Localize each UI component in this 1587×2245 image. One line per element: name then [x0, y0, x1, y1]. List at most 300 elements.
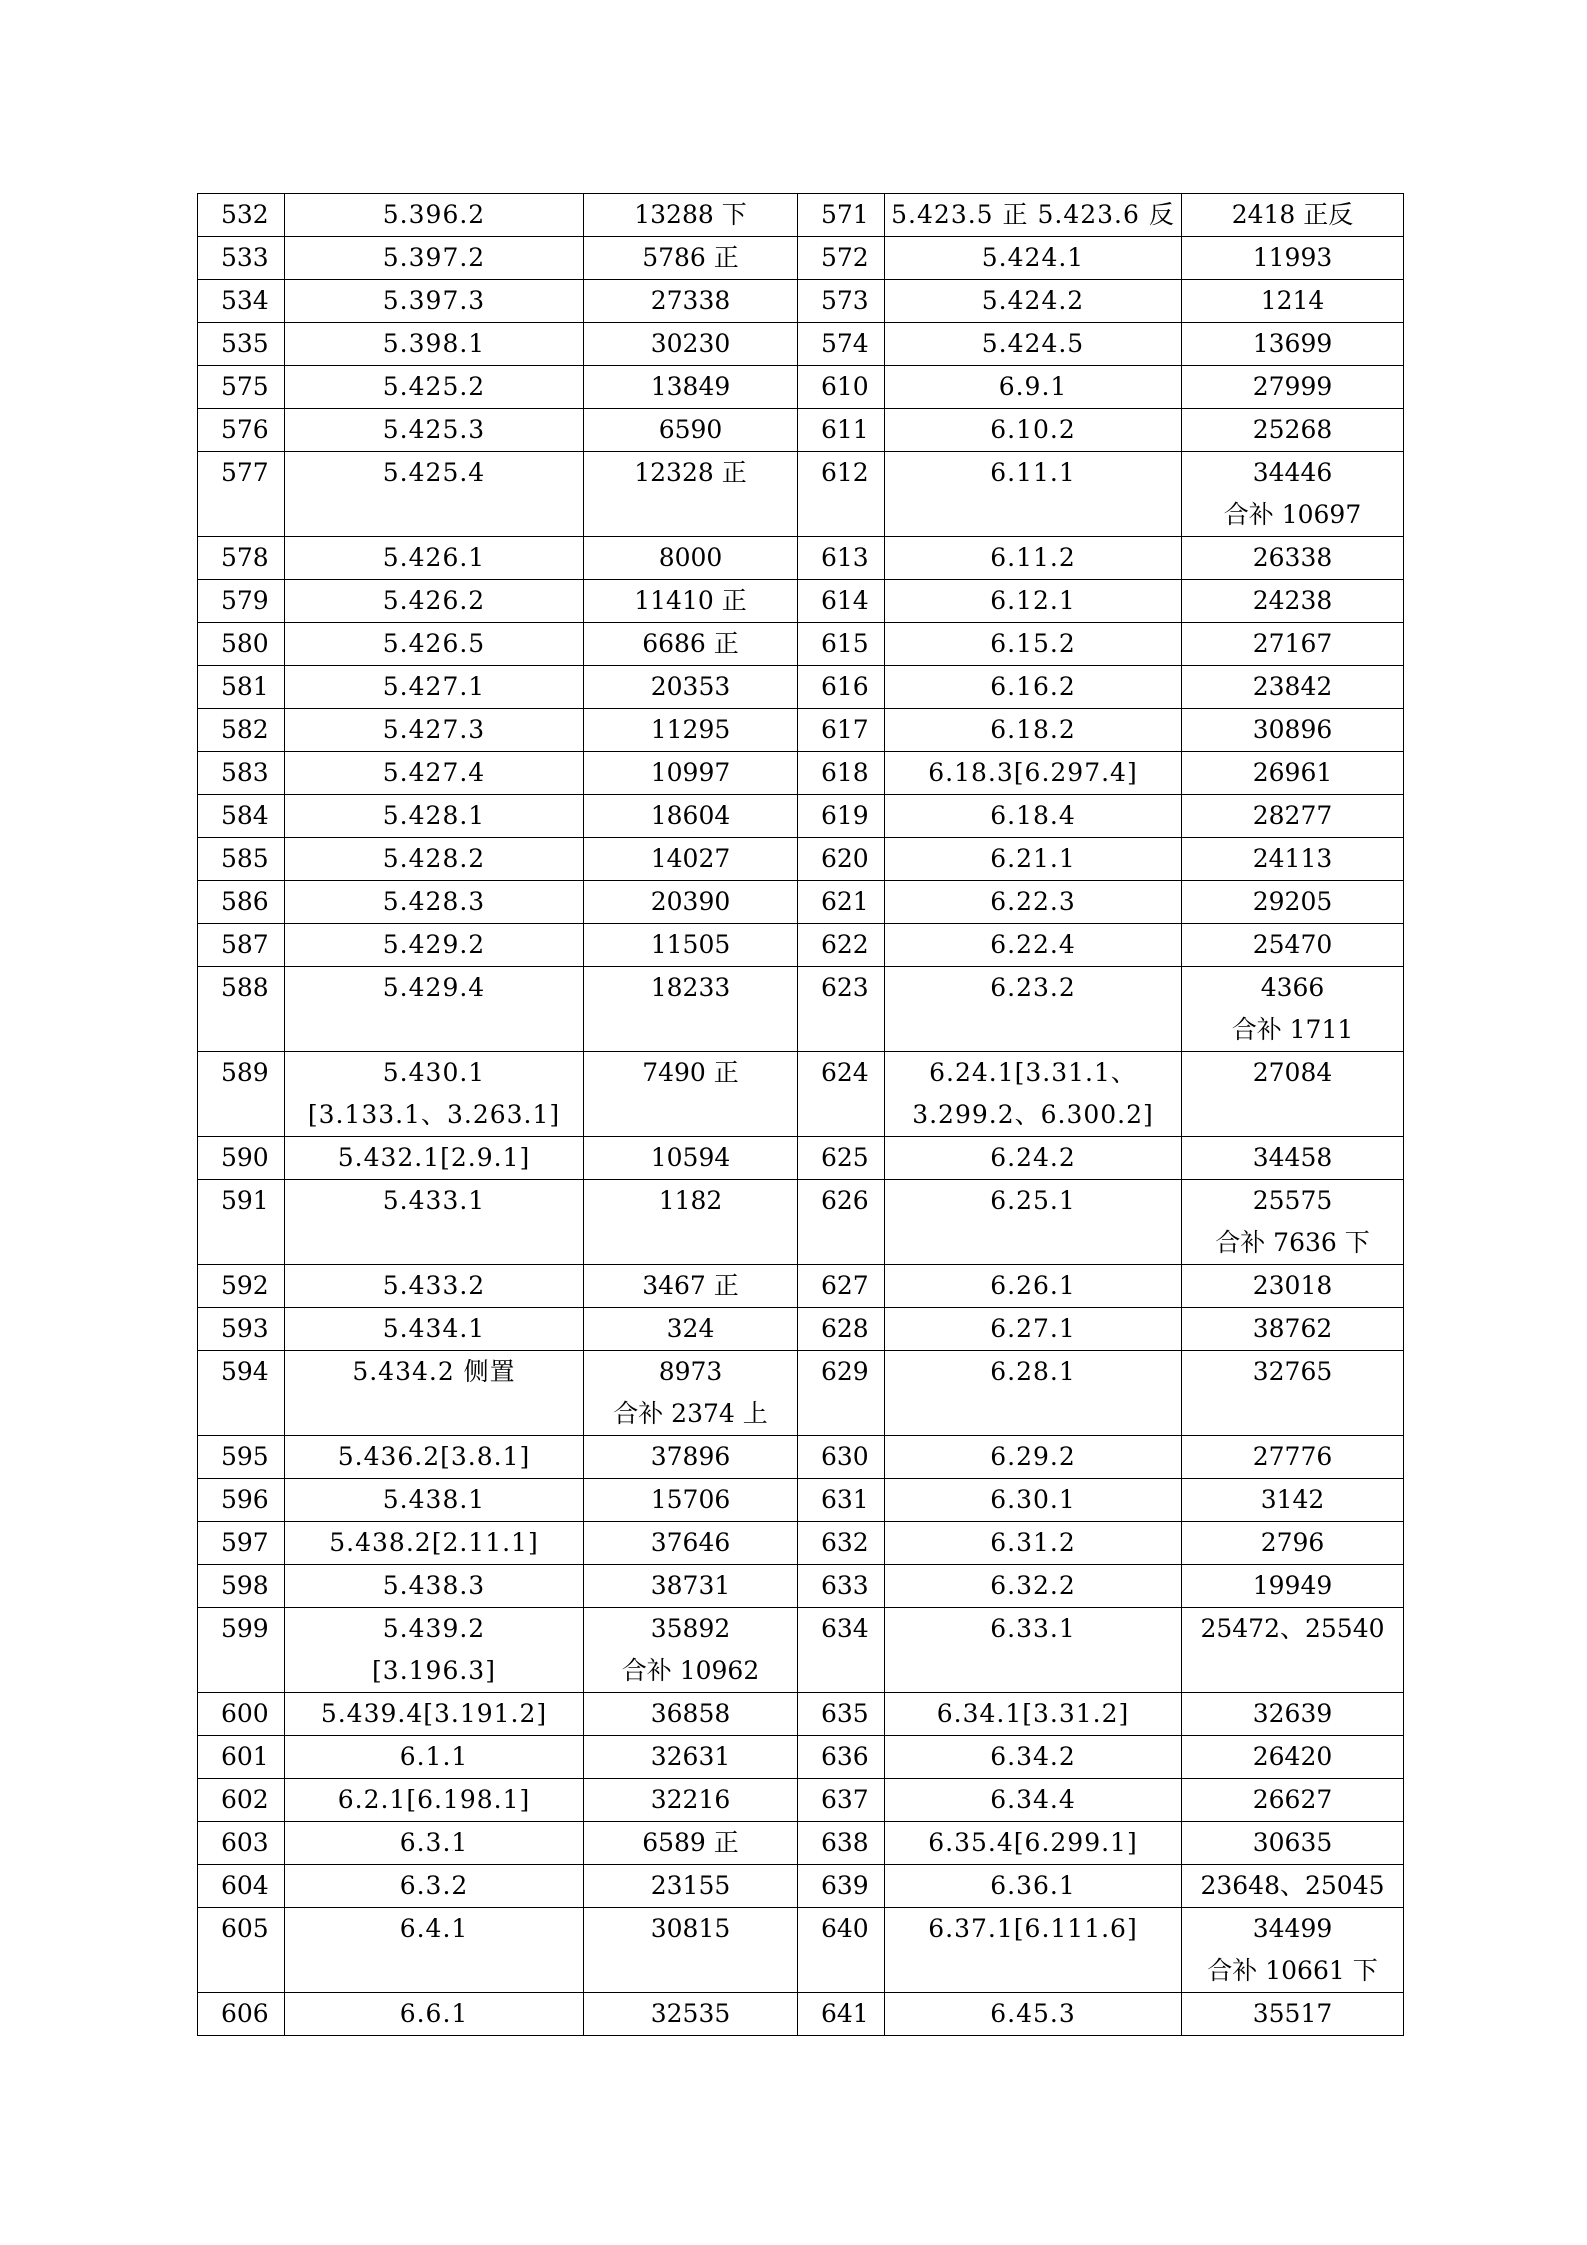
- entry-number-text: 618: [821, 758, 869, 787]
- table-row: [198, 237, 1404, 280]
- right-reference-number: [1182, 1436, 1404, 1479]
- left-original-number: [285, 1265, 584, 1308]
- reference-number-line: 合补 7636 下: [1215, 1228, 1370, 1257]
- right-reference-number: [1182, 924, 1404, 967]
- table-row: [198, 709, 1404, 752]
- right-original-number: [885, 967, 1182, 1052]
- right-original-number: [885, 452, 1182, 537]
- original-number-line: 5.439.2: [382, 1614, 486, 1643]
- reference-number-line: 27776: [1252, 1442, 1333, 1471]
- entry-number-text: 630: [821, 1442, 869, 1471]
- left-entry-number: [198, 366, 285, 409]
- left-entry-number: [198, 1436, 285, 1479]
- left-original-number: [285, 366, 584, 409]
- right-original-number: [885, 1908, 1182, 1993]
- entry-number-text: 632: [821, 1528, 869, 1557]
- right-original-number: [885, 537, 1182, 580]
- original-number-line: 5.427.1: [382, 672, 486, 701]
- left-original-number: [285, 1436, 584, 1479]
- right-original-number: [885, 795, 1182, 838]
- left-entry-number: [198, 452, 285, 537]
- right-entry-number: [798, 1608, 885, 1693]
- reference-number-line: 8000: [658, 543, 723, 572]
- reference-number-line: 32639: [1252, 1699, 1333, 1728]
- right-reference-number: [1182, 323, 1404, 366]
- entry-number-text: 593: [221, 1314, 269, 1343]
- left-original-number: [285, 1822, 584, 1865]
- right-entry-number: [798, 1736, 885, 1779]
- table-row: [198, 1479, 1404, 1522]
- right-entry-number: [798, 1908, 885, 1993]
- original-number-line: 6.3.1: [399, 1828, 469, 1857]
- left-reference-number: [584, 409, 798, 452]
- left-original-number: [285, 537, 584, 580]
- table-row: [198, 580, 1404, 623]
- entry-number-text: 615: [821, 629, 869, 658]
- right-original-number: [885, 1865, 1182, 1908]
- original-number-line: 6.30.1: [990, 1485, 1076, 1514]
- right-entry-number: [798, 1565, 885, 1608]
- left-entry-number: [198, 194, 285, 237]
- reference-number-line: 34446: [1252, 458, 1333, 487]
- right-entry-number: [798, 1137, 885, 1180]
- reference-number-line: 6589 正: [642, 1828, 739, 1857]
- right-original-number: [885, 1265, 1182, 1308]
- right-original-number: [885, 1736, 1182, 1779]
- right-original-number: [885, 1565, 1182, 1608]
- right-entry-number: [798, 838, 885, 881]
- left-entry-number: [198, 967, 285, 1052]
- entry-number-text: 573: [821, 286, 869, 315]
- right-original-number: [885, 323, 1182, 366]
- right-entry-number: [798, 1265, 885, 1308]
- reference-number-line: 合补 10697: [1223, 500, 1362, 529]
- reference-number-line: 32216: [650, 1785, 731, 1814]
- table-row: [198, 1522, 1404, 1565]
- reference-number-line: 23155: [650, 1871, 731, 1900]
- reference-number-line: 合补 10962: [621, 1656, 760, 1685]
- right-original-number: [885, 1993, 1182, 2036]
- left-entry-number: [198, 1993, 285, 2036]
- entry-number-text: 585: [221, 844, 269, 873]
- right-entry-number: [798, 580, 885, 623]
- entry-number-text: 602: [221, 1785, 269, 1814]
- reference-number-line: 13288 下: [634, 200, 747, 229]
- left-entry-number: [198, 280, 285, 323]
- original-number-line: 5.396.2: [382, 200, 486, 229]
- right-reference-number: [1182, 623, 1404, 666]
- table-row: [198, 967, 1404, 1052]
- entry-number-text: 594: [221, 1357, 269, 1386]
- reference-number-line: 2418 正反: [1231, 200, 1354, 229]
- entry-number-text: 634: [821, 1614, 869, 1643]
- original-number-line: 5.433.2: [382, 1271, 486, 1300]
- entry-number-text: 617: [821, 715, 869, 744]
- left-entry-number: [198, 881, 285, 924]
- left-original-number: [285, 967, 584, 1052]
- table-row: [198, 1052, 1404, 1137]
- entry-number-text: 629: [821, 1357, 869, 1386]
- entry-number-text: 622: [821, 930, 869, 959]
- right-entry-number: [798, 537, 885, 580]
- entry-number-text: 614: [821, 586, 869, 615]
- right-reference-number: [1182, 1479, 1404, 1522]
- left-entry-number: [198, 1608, 285, 1693]
- table-row: [198, 409, 1404, 452]
- left-entry-number: [198, 709, 285, 752]
- left-original-number: [285, 1522, 584, 1565]
- right-entry-number: [798, 709, 885, 752]
- left-entry-number: [198, 1736, 285, 1779]
- entry-number-text: 583: [221, 758, 269, 787]
- left-original-number: [285, 237, 584, 280]
- original-number-line: 5.438.3: [382, 1571, 486, 1600]
- left-reference-number: [584, 1565, 798, 1608]
- left-reference-number: [584, 1736, 798, 1779]
- reference-number-line: 35892: [650, 1614, 731, 1643]
- table-row: [198, 1993, 1404, 2036]
- original-number-line: 6.37.1[6.111.6]: [928, 1914, 1138, 1943]
- right-reference-number: [1182, 1993, 1404, 2036]
- left-reference-number: [584, 666, 798, 709]
- entry-number-text: 623: [821, 973, 869, 1002]
- right-entry-number: [798, 1436, 885, 1479]
- entry-number-text: 606: [221, 1999, 269, 2028]
- reference-number-line: 23648、25045: [1200, 1871, 1385, 1900]
- right-entry-number: [798, 1822, 885, 1865]
- reference-number-line: 11993: [1252, 243, 1333, 272]
- left-reference-number: [584, 795, 798, 838]
- left-original-number: [285, 795, 584, 838]
- left-reference-number: [584, 280, 798, 323]
- reference-number-line: 35517: [1252, 1999, 1333, 2028]
- table-row: [198, 1351, 1404, 1436]
- left-reference-number: [584, 752, 798, 795]
- left-original-number: [285, 409, 584, 452]
- original-number-line: 6.22.3: [990, 887, 1076, 916]
- left-reference-number: [584, 1436, 798, 1479]
- original-number-line: 5.426.5: [382, 629, 486, 658]
- right-reference-number: [1182, 838, 1404, 881]
- original-number-line: 5.434.2 侧置: [352, 1357, 516, 1386]
- right-entry-number: [798, 1479, 885, 1522]
- reference-number-line: 32535: [650, 1999, 731, 2028]
- left-original-number: [285, 1908, 584, 1993]
- right-entry-number: [798, 666, 885, 709]
- entry-number-text: 587: [221, 930, 269, 959]
- left-entry-number: [198, 580, 285, 623]
- right-original-number: [885, 1308, 1182, 1351]
- entry-number-text: 628: [821, 1314, 869, 1343]
- right-original-number: [885, 752, 1182, 795]
- left-reference-number: [584, 1993, 798, 2036]
- entry-number-text: 588: [221, 973, 269, 1002]
- left-reference-number: [584, 194, 798, 237]
- entry-number-text: 577: [221, 458, 269, 487]
- original-number-line: 6.24.2: [990, 1143, 1076, 1172]
- right-original-number: [885, 623, 1182, 666]
- left-reference-number: [584, 838, 798, 881]
- right-reference-number: [1182, 1137, 1404, 1180]
- entry-number-text: 598: [221, 1571, 269, 1600]
- original-number-line: 6.15.2: [990, 629, 1076, 658]
- reference-number-line: 30815: [650, 1914, 731, 1943]
- table-row: [198, 1693, 1404, 1736]
- left-entry-number: [198, 1822, 285, 1865]
- right-entry-number: [798, 409, 885, 452]
- original-number-line: 6.34.1[3.31.2]: [936, 1699, 1130, 1728]
- original-number-line: 5.439.4[3.191.2]: [320, 1699, 548, 1728]
- original-number-line: [3.133.1、3.263.1]: [307, 1100, 561, 1129]
- left-reference-number: [584, 580, 798, 623]
- left-entry-number: [198, 1052, 285, 1137]
- right-entry-number: [798, 623, 885, 666]
- original-number-line: 6.34.2: [990, 1742, 1076, 1771]
- entry-number-text: 575: [221, 372, 269, 401]
- reference-number-line: 25472、25540: [1200, 1614, 1385, 1643]
- left-original-number: [285, 1565, 584, 1608]
- left-reference-number: [584, 323, 798, 366]
- right-entry-number: [798, 1779, 885, 1822]
- entry-number-text: 589: [221, 1058, 269, 1087]
- right-original-number: [885, 580, 1182, 623]
- right-entry-number: [798, 194, 885, 237]
- left-reference-number: [584, 1137, 798, 1180]
- right-reference-number: [1182, 666, 1404, 709]
- original-number-line: 5.428.2: [382, 844, 486, 873]
- entry-number-text: 613: [821, 543, 869, 572]
- left-original-number: [285, 1779, 584, 1822]
- left-original-number: [285, 623, 584, 666]
- reference-number-line: 38762: [1252, 1314, 1333, 1343]
- original-number-line: 6.33.1: [990, 1614, 1076, 1643]
- right-original-number: [885, 1822, 1182, 1865]
- original-number-line: 6.27.1: [990, 1314, 1076, 1343]
- entry-number-text: 535: [221, 329, 269, 358]
- entry-number-text: 596: [221, 1485, 269, 1514]
- original-number-line: 5.425.2: [382, 372, 486, 401]
- right-reference-number: [1182, 366, 1404, 409]
- original-number-line: 5.424.1: [981, 243, 1085, 272]
- right-reference-number: [1182, 1265, 1404, 1308]
- table-row: [198, 1137, 1404, 1180]
- left-reference-number: [584, 1779, 798, 1822]
- reference-number-line: 5786 正: [642, 243, 739, 272]
- left-entry-number: [198, 1479, 285, 1522]
- table-row: [198, 623, 1404, 666]
- entry-number-text: 533: [221, 243, 269, 272]
- right-entry-number: [798, 366, 885, 409]
- original-number-line: 5.429.2: [382, 930, 486, 959]
- original-number-line: 6.18.2: [990, 715, 1076, 744]
- left-reference-number: [584, 1908, 798, 1993]
- table-row: [198, 1779, 1404, 1822]
- left-original-number: [285, 580, 584, 623]
- table-row: [198, 1908, 1404, 1993]
- right-original-number: [885, 1779, 1182, 1822]
- left-entry-number: [198, 1565, 285, 1608]
- right-entry-number: [798, 881, 885, 924]
- left-original-number: [285, 1865, 584, 1908]
- original-number-line: 5.432.1[2.9.1]: [337, 1143, 531, 1172]
- original-number-line: 5.425.3: [382, 415, 486, 444]
- right-original-number: [885, 1436, 1182, 1479]
- left-entry-number: [198, 924, 285, 967]
- original-number-line: 6.32.2: [990, 1571, 1076, 1600]
- reference-number-line: 26338: [1252, 543, 1333, 572]
- left-original-number: [285, 709, 584, 752]
- left-entry-number: [198, 795, 285, 838]
- left-original-number: [285, 838, 584, 881]
- original-number-line: 5.428.3: [382, 887, 486, 916]
- entry-number-text: 624: [821, 1058, 869, 1087]
- reference-number-line: 27167: [1252, 629, 1333, 658]
- original-number-line: 6.1.1: [399, 1742, 469, 1771]
- original-number-line: 6.2.1[6.198.1]: [337, 1785, 531, 1814]
- left-original-number: [285, 1736, 584, 1779]
- original-number-line: 5.397.2: [382, 243, 486, 272]
- entry-number-text: 636: [821, 1742, 869, 1771]
- entry-number-text: 626: [821, 1186, 869, 1215]
- table-row: [198, 323, 1404, 366]
- right-entry-number: [798, 752, 885, 795]
- original-number-line: 5.428.1: [382, 801, 486, 830]
- right-original-number: [885, 1137, 1182, 1180]
- right-original-number: [885, 881, 1182, 924]
- left-reference-number: [584, 1479, 798, 1522]
- entry-number-text: 532: [221, 200, 269, 229]
- reference-number-line: 12328 正: [634, 458, 747, 487]
- original-number-line: 6.3.2: [399, 1871, 469, 1900]
- entry-number-text: 578: [221, 543, 269, 572]
- right-reference-number: [1182, 1693, 1404, 1736]
- left-original-number: [285, 1993, 584, 2036]
- left-entry-number: [198, 1865, 285, 1908]
- left-original-number: [285, 1052, 584, 1137]
- right-reference-number: [1182, 967, 1404, 1052]
- right-entry-number: [798, 237, 885, 280]
- reference-number-line: 27999: [1252, 372, 1333, 401]
- original-number-line: 5.398.1: [382, 329, 486, 358]
- right-reference-number: [1182, 881, 1404, 924]
- reference-number-line: 11410 正: [634, 586, 747, 615]
- table-row: [198, 452, 1404, 537]
- right-original-number: [885, 194, 1182, 237]
- left-original-number: [285, 1693, 584, 1736]
- left-original-number: [285, 924, 584, 967]
- table-row: [198, 1565, 1404, 1608]
- left-reference-number: [584, 1265, 798, 1308]
- original-number-line: 5.430.1: [382, 1058, 486, 1087]
- left-entry-number: [198, 623, 285, 666]
- left-entry-number: [198, 1265, 285, 1308]
- right-original-number: [885, 709, 1182, 752]
- left-reference-number: [584, 924, 798, 967]
- reference-number-line: 合补 2374 上: [613, 1399, 768, 1428]
- right-reference-number: [1182, 1351, 1404, 1436]
- original-number-line: 6.35.4[6.299.1]: [928, 1828, 1138, 1857]
- entry-number-text: 586: [221, 887, 269, 916]
- right-original-number: [885, 1351, 1182, 1436]
- reference-number-line: 8973: [658, 1357, 723, 1386]
- entry-number-text: 612: [821, 458, 869, 487]
- left-entry-number: [198, 237, 285, 280]
- original-number-line: 3.299.2、6.300.2]: [912, 1100, 1154, 1129]
- left-reference-number: [584, 1693, 798, 1736]
- reference-number-line: 23842: [1252, 672, 1333, 701]
- left-entry-number: [198, 838, 285, 881]
- right-original-number: [885, 1522, 1182, 1565]
- reference-number-line: 25575: [1252, 1186, 1333, 1215]
- entry-number-text: 605: [221, 1914, 269, 1943]
- right-reference-number: [1182, 1865, 1404, 1908]
- reference-number-line: 1214: [1260, 286, 1325, 315]
- right-reference-number: [1182, 709, 1404, 752]
- right-reference-number: [1182, 237, 1404, 280]
- left-original-number: [285, 881, 584, 924]
- reference-number-line: 38731: [650, 1571, 731, 1600]
- reference-number-line: 27338: [650, 286, 731, 315]
- right-entry-number: [798, 1180, 885, 1265]
- reference-number-line: 10594: [650, 1143, 731, 1172]
- table-row: [198, 795, 1404, 838]
- left-original-number: [285, 323, 584, 366]
- left-original-number: [285, 194, 584, 237]
- original-number-line: 6.45.3: [990, 1999, 1076, 2028]
- original-number-line: 5.424.2: [981, 286, 1085, 315]
- entry-number-text: 635: [821, 1699, 869, 1728]
- original-number-line: 6.9.1: [998, 372, 1068, 401]
- entry-number-text: 603: [221, 1828, 269, 1857]
- reference-number-line: 32765: [1252, 1357, 1333, 1386]
- left-reference-number: [584, 1522, 798, 1565]
- table-row: [198, 1265, 1404, 1308]
- reference-number-line: 37896: [650, 1442, 731, 1471]
- reference-number-line: 34458: [1252, 1143, 1333, 1172]
- reference-number-line: 18604: [650, 801, 731, 830]
- reference-number-line: 合补 1711: [1231, 1015, 1354, 1044]
- original-number-line: 6.11.2: [990, 543, 1076, 572]
- right-reference-number: [1182, 409, 1404, 452]
- entry-number-text: 590: [221, 1143, 269, 1172]
- entry-number-text: 571: [821, 200, 869, 229]
- left-original-number: [285, 1137, 584, 1180]
- left-reference-number: [584, 1180, 798, 1265]
- left-entry-number: [198, 1180, 285, 1265]
- table-row: [198, 1822, 1404, 1865]
- reference-number-line: 26420: [1252, 1742, 1333, 1771]
- table-row: [198, 752, 1404, 795]
- original-number-line: 5.438.1: [382, 1485, 486, 1514]
- right-reference-number: [1182, 1180, 1404, 1265]
- left-entry-number: [198, 1522, 285, 1565]
- left-entry-number: [198, 1908, 285, 1993]
- original-number-line: 6.25.1: [990, 1186, 1076, 1215]
- right-entry-number: [798, 1865, 885, 1908]
- right-reference-number: [1182, 1565, 1404, 1608]
- right-original-number: [885, 1608, 1182, 1693]
- left-original-number: [285, 452, 584, 537]
- table-row: [198, 1608, 1404, 1693]
- original-number-line: 6.18.4: [990, 801, 1076, 830]
- left-entry-number: [198, 323, 285, 366]
- entry-number-text: 639: [821, 1871, 869, 1900]
- left-entry-number: [198, 1308, 285, 1351]
- left-reference-number: [584, 1052, 798, 1137]
- reference-number-line: 27084: [1252, 1058, 1333, 1087]
- entry-number-text: 616: [821, 672, 869, 701]
- original-number-line: 5.433.1: [382, 1186, 486, 1215]
